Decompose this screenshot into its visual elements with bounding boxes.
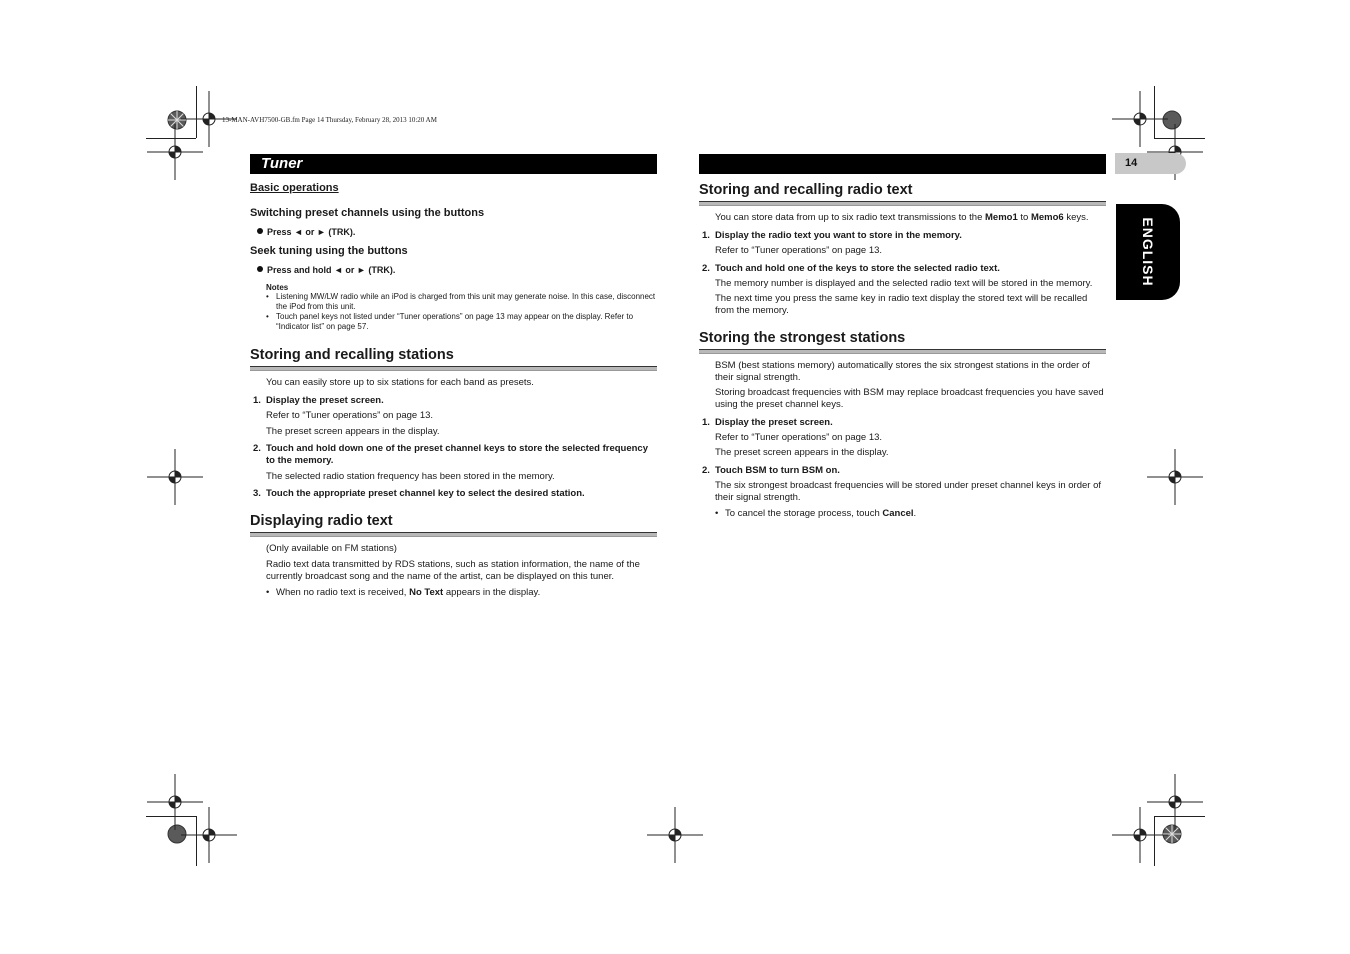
heading-rule — [250, 532, 657, 537]
section-title-bar — [250, 154, 657, 174]
step-body: The preset screen appears in the display. — [715, 447, 889, 458]
page-number-tab — [1115, 153, 1186, 174]
bullet-dot-icon — [257, 266, 263, 272]
step-body: The memory number is displayed and the selected radio text will be stored in the memory. — [715, 278, 1093, 289]
print-header: 13-MAN-AVH7500-GB.fm Page 14 Thursday, February 28, 2013 10:20 AM — [222, 116, 437, 124]
header-bar-right — [699, 154, 1106, 174]
note-item: • Listening MW/LW radio while an iPod is charged from this unit may generate noise. In this case, disconnect the iPod from this unit. — [266, 292, 656, 311]
strongest-body-1: BSM (best stations memory) automatically stores the six strongest stations in the order of their signal strength. — [715, 360, 1090, 383]
storing-stations-step-2: 2. Touch and hold down one of the preset channel keys to store the selected frequency to the memory. — [253, 443, 649, 466]
storing-text-step-1: 1. Display the radio text you want to store in the memory. — [702, 230, 962, 241]
radio-text-heading: Displaying radio text — [250, 513, 393, 529]
seek-tuning-bullet: Press and hold ◄ or ► (TRK). — [250, 265, 657, 275]
right-column — [699, 182, 1106, 520]
storing-text-step-2: 2. Touch and hold one of the keys to store the selected radio text. — [702, 263, 1000, 274]
seek-tuning-heading: Seek tuning using the buttons — [250, 245, 408, 257]
strongest-body-2: Storing broadcast frequencies with BSM may replace broadcast frequencies you have saved using the preset channel keys. — [715, 387, 1104, 410]
strongest-step-2: 2. Touch BSM to turn BSM on. — [702, 465, 840, 476]
page-number: 14 — [1125, 157, 1138, 169]
crosshair-mark-icon — [1110, 805, 1170, 865]
language-tab-label: ENGLISH — [1140, 217, 1156, 287]
strongest-heading: Storing the strongest stations — [699, 330, 906, 346]
switching-presets-heading: Switching preset channels using the buttons — [250, 207, 485, 219]
storing-text-heading: Storing and recalling radio text — [699, 182, 913, 198]
crosshair-mark-icon — [645, 805, 705, 865]
step-body: The selected radio station frequency has been stored in the memory. — [266, 471, 555, 482]
section-title: Tuner — [261, 155, 303, 172]
step-body: The preset screen appears in the display. — [266, 426, 440, 437]
strongest-bullet: • To cancel the storage process, touch Cancel. — [715, 508, 917, 519]
left-column — [250, 182, 657, 599]
heading-rule — [250, 366, 657, 371]
storing-stations-intro: You can easily store up to six stations for each band as presets. — [266, 377, 534, 388]
crosshair-mark-icon — [145, 122, 205, 182]
heading-rule — [699, 201, 1106, 206]
crosshair-mark-icon — [145, 447, 205, 507]
note-item: • Touch panel keys not listed under “Tuner operations” on page 13 may appear on the display. Refer to “Indicator list” on page 57. — [266, 312, 634, 331]
storing-text-intro: You can store data from up to six radio text transmissions to the Memo1 to Memo6 keys. — [715, 212, 1089, 223]
crosshair-mark-icon — [1145, 447, 1205, 507]
switching-presets-bullet: Press ◄ or ► (TRK). — [250, 227, 657, 237]
step-body: The six strongest broadcast frequencies will be stored under preset channel keys in order of their signal strength. — [715, 480, 1102, 503]
notes-title: Notes — [266, 283, 289, 292]
step-body: Refer to “Tuner operations” on page 13. — [266, 410, 434, 421]
radio-text-bullet: • When no radio text is received, No Text appears in the display. — [266, 587, 541, 598]
language-tab — [1116, 204, 1180, 300]
storing-stations-step-1: 1. Display the preset screen. — [253, 395, 384, 406]
basic-operations-heading: Basic operations — [250, 182, 339, 194]
step-body: Refer to “Tuner operations” on page 13. — [715, 432, 883, 443]
bullet-dot-icon — [257, 228, 263, 234]
storing-stations-heading: Storing and recalling stations — [250, 347, 454, 363]
radio-text-body-2: Radio text data transmitted by RDS stations, such as station information, the name of the currently broadcast song and the name of the artist, can be displayed on this tuner. — [266, 559, 640, 582]
strongest-step-1: 1. Display the preset screen. — [702, 417, 833, 428]
storing-stations-step-3: 3. Touch the appropriate preset channel key to select the desired station. — [253, 488, 585, 499]
heading-rule — [699, 349, 1106, 354]
step-body: The next time you press the same key in radio text display the stored text will be recalled from the memory. — [715, 293, 1088, 316]
crosshair-mark-icon — [179, 805, 239, 865]
step-body: Refer to “Tuner operations” on page 13. — [715, 245, 883, 256]
radio-text-body-1: (Only available on FM stations) — [266, 543, 397, 554]
